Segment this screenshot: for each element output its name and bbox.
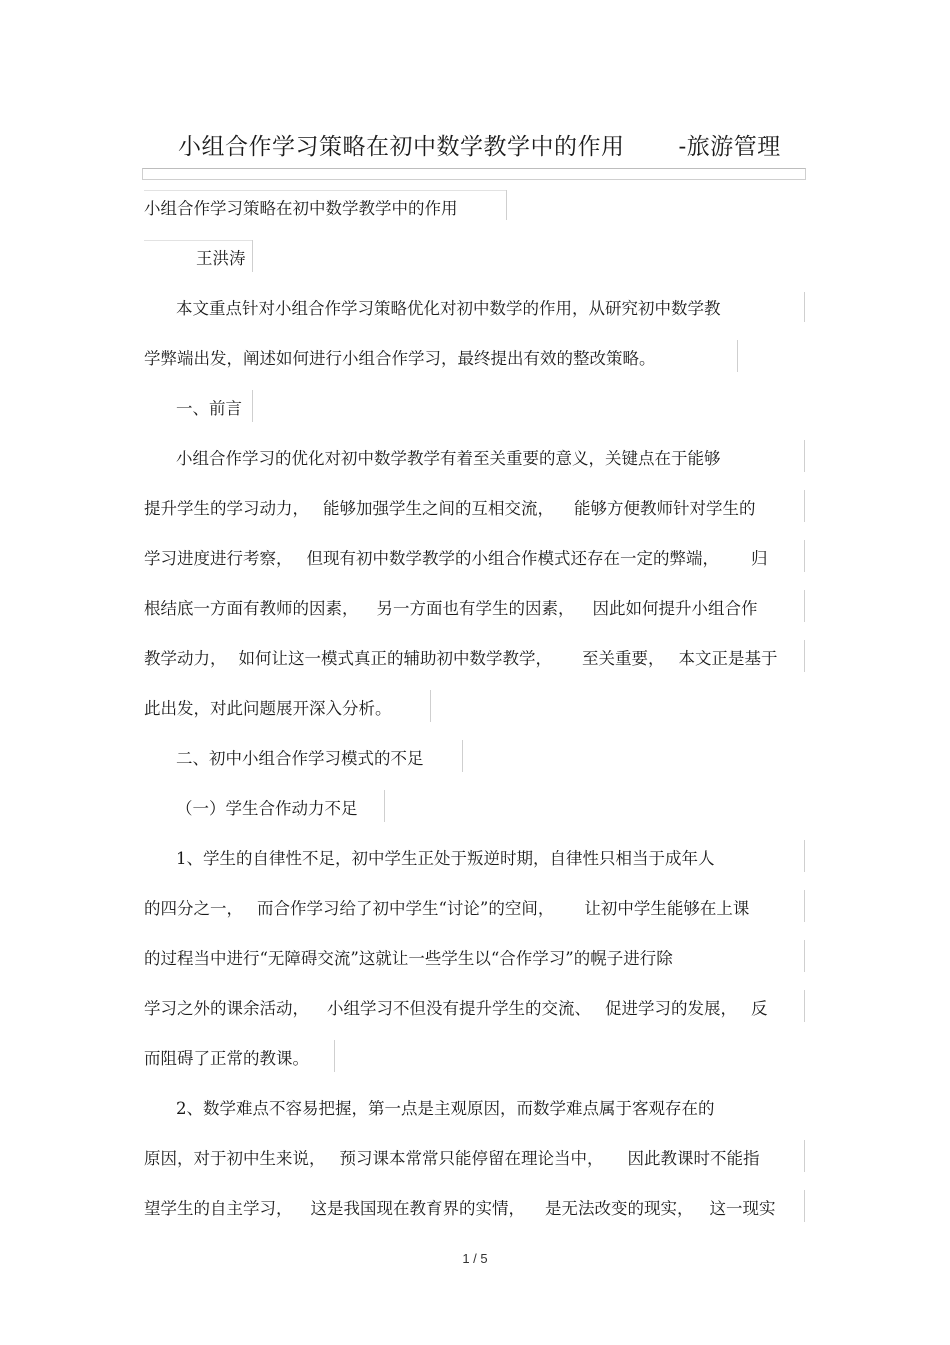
body-line: 此出发，对此问题展开深入分析。 (144, 699, 392, 718)
section-heading: 二、初中小组合作学习模式的不足 (176, 749, 424, 768)
text-frame-edge (252, 390, 253, 422)
text-frame-edge (804, 940, 805, 972)
text-frame-edge (804, 590, 805, 622)
text-frame-edge (804, 1190, 805, 1222)
body-line: 的过程当中进行“无障碍交流”这就让一些学生以“合作学习”的幌子进行除 (144, 949, 673, 968)
text-frame-edge (252, 240, 253, 272)
text-frame-edge (804, 292, 805, 322)
text-frame-edge (804, 990, 805, 1022)
page-number: 1 / 5 (462, 1251, 488, 1266)
body-line: 的四分之一， 而合作学习给了初中学生“讨论”的空间， 让初中学生能够在上课 (144, 899, 750, 918)
body-line: 根结底一方面有教师的因素， 另一方面也有学生的因素， 因此如何提升小组合作 (144, 599, 758, 618)
text-frame-edge (334, 1040, 335, 1072)
text-frame-edge (804, 640, 805, 672)
text-frame-edge (144, 190, 506, 191)
text-frame-edge (804, 840, 805, 872)
body-line: 本文重点针对小组合作学习策略优化对初中数学的作用，从研究初中数学教 (176, 299, 721, 318)
body-line: 提升学生的学习动力， 能够加强学生之间的互相交流， 能够方便教师针对学生的 (144, 499, 756, 518)
body-line: 而阻碍了正常的教课。 (144, 1049, 309, 1068)
title-main: 小组合作学习策略在初中数学教学中的作用 (178, 134, 625, 160)
section-heading: 一、前言 (176, 399, 242, 418)
text-frame-edge (804, 540, 805, 572)
text-frame-edge (804, 490, 805, 522)
body-line: 小组合作学习的优化对初中数学教学有着至关重要的意义，关键点在于能够 (176, 449, 721, 468)
title-suffix: -旅游管理 (678, 134, 781, 160)
subsection-heading: （一）学生合作动力不足 (176, 799, 358, 818)
body-line: 2、数学难点不容易把握，第一点是主观原因，而数学难点属于客观存在的 (176, 1099, 715, 1118)
body-line: 原因，对于初中生来说， 预习课本常常只能停留在理论当中， 因此教课时不能指 (144, 1149, 760, 1168)
article-subtitle: 小组合作学习策略在初中数学教学中的作用 (144, 199, 458, 218)
text-frame-edge (144, 240, 252, 241)
body-line: 望学生的自主学习， 这是我国现在教育界的实情， 是无法改变的现实， 这一现实 (144, 1199, 776, 1218)
body-line: 学弊端出发，阐述如何进行小组合作学习，最终提出有效的整改策略。 (144, 349, 656, 368)
text-frame-edge (804, 890, 805, 922)
text-frame-edge (462, 740, 463, 772)
text-frame-edge (384, 790, 385, 822)
text-frame-edge (804, 1140, 805, 1172)
title-rule (142, 168, 806, 180)
body-line: 教学动力， 如何让这一模式真正的辅助初中数学教学， 至关重要， 本文正是基于 (144, 649, 778, 668)
author-name: 王洪涛 (196, 249, 246, 268)
text-frame-edge (430, 690, 431, 722)
document-title (178, 128, 781, 161)
text-frame-edge (506, 190, 507, 220)
body-line: 学习进度进行考察， 但现有初中数学教学的小组合作模式还存在一定的弊端， 归 (144, 549, 768, 568)
text-frame-edge (737, 340, 738, 372)
text-frame-edge (804, 440, 805, 472)
body-line: 1、学生的自律性不足，初中学生正处于叛逆时期，自律性只相当于成年人 (176, 849, 715, 868)
body-line: 学习之外的课余活动， 小组学习不但没有提升学生的交流、 促进学习的发展， 反 (144, 999, 768, 1018)
